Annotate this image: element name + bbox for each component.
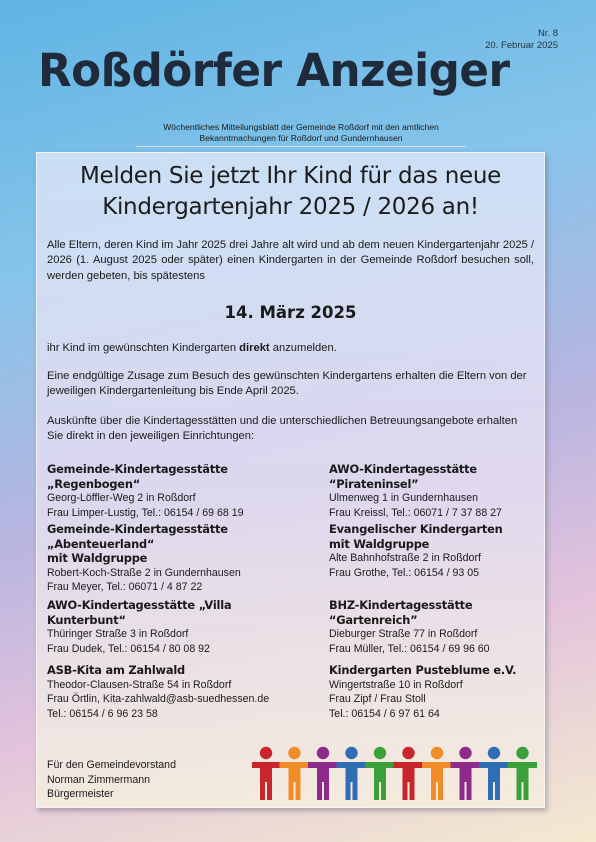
- kita-contact: Frau Grothe, Tel.: 06154 / 93 05: [329, 566, 479, 579]
- headline-line-2: Kindergartenjahr 2025 / 2026 an!: [102, 194, 479, 220]
- kita-contact: Frau Zipf / Frau Stoll: [329, 693, 426, 705]
- kita-contact: Frau Meyer, Tel.: 06071 / 4 87 22: [47, 581, 203, 593]
- kita-entry: [47, 522, 292, 595]
- kita-contact: Frau Kreissl, Tel.: 06071 / 7 37 88 27: [329, 506, 502, 519]
- kita-entry: [47, 462, 292, 520]
- child-figure: [337, 747, 367, 800]
- child-figure: [365, 747, 395, 800]
- child-figure: [479, 747, 509, 800]
- kita-address: Georg-Löffler-Weg 2 in Roßdorf: [47, 492, 196, 504]
- child-figure: [308, 747, 338, 800]
- kita-contact: Frau Müller, Tel.: 06154 / 69 96 60: [329, 642, 490, 655]
- announcement-panel: [36, 152, 545, 808]
- kita-contact: Frau Dudek, Tel.: 06154 / 80 08 92: [47, 642, 210, 655]
- child-figure: [394, 747, 424, 800]
- kita-address: Alte Bahnhofstraße 2 in Roßdorf: [329, 552, 481, 564]
- kita-phone: Tel.: 06154 / 6 96 23 58: [47, 707, 158, 720]
- signature-name: Norman Zimmermann: [47, 773, 151, 786]
- signature-block: [47, 758, 176, 802]
- kita-name: Evangelischer Kindergarten: [329, 522, 503, 536]
- kita-address: Wingertstraße 10 in Roßdorf: [329, 678, 463, 691]
- child-figure: [451, 747, 481, 800]
- kita-contact: Frau Örtlin, Kita-zahlwald@asb-suedhessen.de: [47, 693, 270, 705]
- kita-entry: [47, 598, 292, 656]
- child-figure: [422, 747, 452, 800]
- masthead-title: Roßdörfer Anzeiger: [38, 44, 510, 97]
- register-text-before: ihr Kind im gewünschten Kindergarten: [47, 342, 240, 354]
- kita-address: Dieburger Straße 77 in Roßdorf: [329, 628, 478, 640]
- child-figure: [252, 747, 281, 800]
- kita-contact: Frau Limper-Lustig, Tel.: 06154 / 69 68 19: [47, 506, 244, 519]
- signature-line-1: Für den Gemeindevorstand: [47, 759, 176, 771]
- kita-name: BHZ-Kindertagesstätte “Gartenreich”: [329, 598, 473, 627]
- intro-paragraph: Alle Eltern, deren Kind im Jahr 2025 drei Jahre alt wird und ab dem neuen Kindergartenjahr 2025 / 2026 (1. August 2025 oder später) einen Kindergarten in der Gemeinde Roßdorf besuchen soll, werden gebeten, bis spätestens: [47, 239, 534, 282]
- kita-name: AWO-Kindertagesstätte „Villa Kunterbunt“: [47, 598, 232, 627]
- kita-name: ASB-Kita am Zahlwald: [47, 663, 186, 677]
- register-text-after: anzumelden.: [269, 342, 337, 354]
- kita-name-line-2: mit Waldgruppe: [47, 551, 148, 565]
- child-figure: [508, 747, 538, 800]
- paper-children-chain-icon: [252, 746, 537, 802]
- child-figure: [280, 747, 310, 800]
- deadline-date: 14. März 2025: [224, 303, 357, 322]
- issue-date: 20. Februar 2025: [485, 40, 558, 51]
- signature-title: Bürgermeister: [47, 788, 114, 800]
- kita-name-line-2: mit Waldgruppe: [329, 536, 430, 551]
- kita-name: Kindergarten Pusteblume e.V.: [329, 663, 517, 677]
- masthead-subtitle: [136, 122, 466, 147]
- kita-name: Gemeinde-Kindertagesstätte „Abenteuerland“: [47, 522, 228, 551]
- info-paragraph: Auskünfte über die Kindertagesstätten und die unterschiedlichen Betreuungsangebote erhalten Sie direkt in den jeweiligen Einrichtungen:: [47, 415, 518, 443]
- kita-entry: [329, 522, 534, 580]
- kita-entry: [329, 663, 534, 721]
- kita-name: AWO-Kindertagesstätte “Pirateninsel”: [329, 462, 477, 491]
- kita-address: Thüringer Straße 3 in Roßdorf: [47, 628, 189, 640]
- subtitle-line-2: Bekanntmachungen für Roßdorf und Gundernhausen: [199, 133, 403, 143]
- subtitle-line-1: Wöchentliches Mitteilungsblatt der Gemeinde Roßdorf mit den amtlichen: [163, 122, 439, 132]
- register-paragraph: [47, 341, 534, 356]
- kita-name: Gemeinde-Kindertagesstätte „Regenbogen“: [47, 462, 228, 491]
- kita-address: Ulmenweg 1 in Gundernhausen: [329, 492, 478, 504]
- confirmation-paragraph: Eine endgültige Zusage zum Besuch des gewünschten Kindergartens erhalten die Eltern von der jeweiligen Kindergartenleitung bis Ende April 2025.: [47, 370, 527, 398]
- kita-entry: [47, 663, 292, 721]
- kita-entry: [329, 598, 534, 656]
- headline-line-1: Melden Sie jetzt Ihr Kind für das neue: [79, 163, 501, 189]
- register-text-bold: direkt: [239, 342, 270, 354]
- kita-address: Theodor-Clausen-Straße 54 in Roßdorf: [47, 678, 232, 691]
- issue-number: Nr. 8: [537, 28, 558, 39]
- kita-address: Robert-Koch-Straße 2 in Gundernhausen: [47, 566, 241, 579]
- kita-entry: [329, 462, 534, 520]
- kita-phone: Tel.: 06154 / 6 97 61 64: [329, 707, 440, 720]
- announcement-headline: [37, 161, 544, 223]
